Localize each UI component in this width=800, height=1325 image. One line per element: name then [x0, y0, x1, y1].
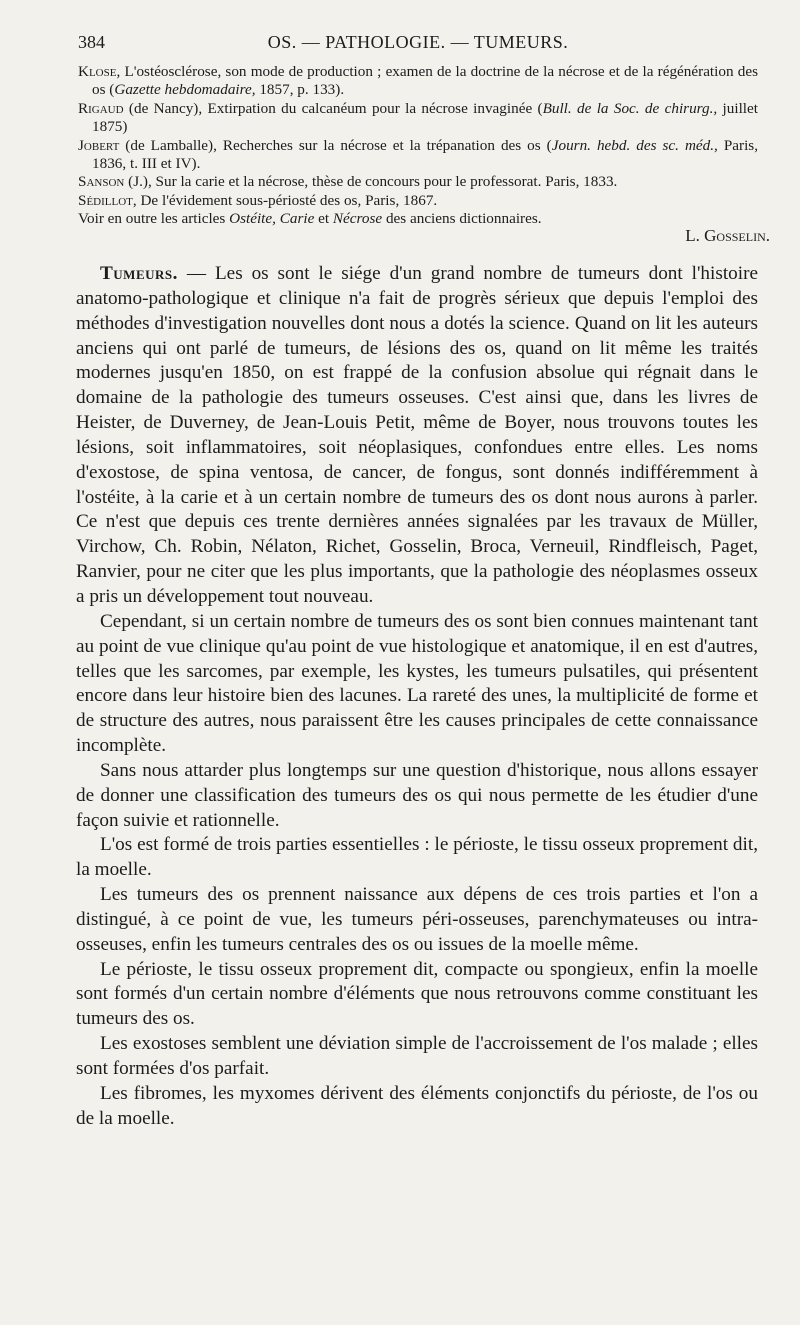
paragraph: Les fibromes, les myxomes dérivent des éléments conjonctifs du périoste, de l'os ou de la moelle. [76, 1082, 758, 1129]
bib-text: L'ostéosclérose, son mode de production ; examen de la doctrine de la nécrose et de la régénération des os ( [92, 63, 758, 99]
bib-journal: Bull. de la Soc. de chirurg., [542, 99, 718, 117]
see-also-note: Voir en outre les articles Ostéite, Carie et Nécrose des anciens dictionnaires. [78, 210, 542, 228]
paragraph: Sans nous attarder plus longtemps sur une question d'historique, nous allons essayer de donner une classification des tumeurs des os qui nous permette de les étudier d'une façon suivie et rationnelle. [76, 759, 758, 831]
author-signature: L. Gosselin. [685, 226, 770, 245]
bib-tail: 1857, p. 133). [255, 81, 345, 99]
paragraph: Cependant, si un certain nombre de tumeurs des os sont bien connues maintenant tant au point de vue clinique qu'au point de vue histologique et anatomique, il en est d'autres, telles que les sarcomes, par exemple, les kystes, les tumeurs pulsatiles, qui présentent encore dans leur histoire bien des lacunes. La rareté des unes, la multiplicité de forme et de structure des autres, nous paraissent être les causes principales de cette connaissance incomplète. [76, 610, 758, 757]
bib-tail: Paris, 1836, t. III et IV). [92, 136, 759, 173]
article-body [76, 262, 758, 1132]
bib-text: De l'évidement sous-périosté des os, Paris, 1867. [136, 191, 438, 209]
paragraph: Les tumeurs des os prennent naissance aux dépens de ces trois parties et l'on a distingué, à ce point de vue, les tumeurs péri-osseuses, parenchymateuses ou intra-osseuses, enfin les tumeurs centrales des os ou issues de la moelle même. [76, 884, 758, 955]
bib-author: Rigaud [78, 99, 124, 117]
bib-journal: Journ. hebd. des sc. méd., [551, 136, 718, 154]
bib-author: Klose, [78, 63, 121, 80]
bib-entry [78, 137, 758, 174]
bib-journal: Gazette hebdomadaire, [114, 81, 256, 99]
bib-entry [78, 173, 758, 191]
paragraph: Tumeurs. — Les os sont le siége d'un grand nombre de tumeurs dont l'histoire anatomo-pathologique et clinique n'a fait de progrès sérieux que depuis l'emploi des méthodes d'investigation nouvelles dont nous a dotés la science. Quand on lit les auteurs anciens qui ont parlé de tumeurs, de lésions des os, quand on lit même les traités modernes jusqu'en 1850, on est frappé de la confusion absolue qui régnait dans le domaine de la pathologie des tumeurs osseuses. C'est ainsi que, dans les livres de Heister, de Duverney, de Jean-Louis Petit, même de Boyer, nous trouvons toutes les lésions, soit inflammatoires, soit néoplasiques, confondues entre elles. Les noms d'exostose, de spina ventosa, de cancer, de fongus, sont donnés indifféremment à l'ostéite, à la carie et à un certain nombre de tumeurs des os dont nous aurons à parler. Ce n'est que depuis ces trente dernières années signalées par les travaux de Müller, Virchow, Ch. Robin, Nélaton, Richet, Gosselin, Broca, Verneuil, Rindfleisch, Paget, Ranvier, pour ne citer que les plus importants, que la pathologie des néoplasmes osseux a pris un développement tout nouveau. [76, 263, 758, 607]
bib-author: Sanson [78, 173, 125, 191]
page-number: 384 [78, 32, 105, 52]
page-header [78, 32, 758, 56]
running-head: OS. — PATHOLOGIE. — TUMEURS. [267, 32, 569, 52]
article-ref: Carie [279, 210, 315, 228]
paragraph: L'os est formé de trois parties essentielles : le périoste, le tissu osseux proprement dit, la moelle. [76, 834, 758, 881]
article-ref: Nécrose [332, 210, 383, 228]
bibliography [78, 63, 758, 229]
section-heading: Tumeurs. [100, 263, 178, 284]
bib-tail: juillet 1875) [92, 99, 758, 136]
bib-entry [78, 192, 758, 210]
bib-entry [78, 100, 758, 137]
paragraph: Le périoste, le tissu osseux proprement dit, compacte ou spongieux, enfin la moelle sont formés d'un certain nombre d'éléments que nous retrouvons comme constituant les tumeurs des os. [76, 958, 758, 1030]
paragraph: Les exostoses semblent une déviation simple de l'accroissement de l'os malade ; elles sont formées d'os parfait. [76, 1033, 758, 1079]
bib-text: (de Lamballe), Recherches sur la nécrose et la trépanation des os ( [119, 136, 552, 154]
bib-author: Sédillot, [78, 191, 137, 209]
article-ref: Ostéite, [229, 210, 276, 228]
bib-author: Jobert [78, 136, 120, 154]
bib-text: (J.), Sur la carie et la nécrose, thèse de concours pour le professorat. Paris, 1833. [124, 173, 618, 191]
bib-entry [78, 63, 758, 100]
bib-text: (de Nancy), Extirpation du calcanéum pour la nécrose invaginée ( [123, 99, 543, 117]
